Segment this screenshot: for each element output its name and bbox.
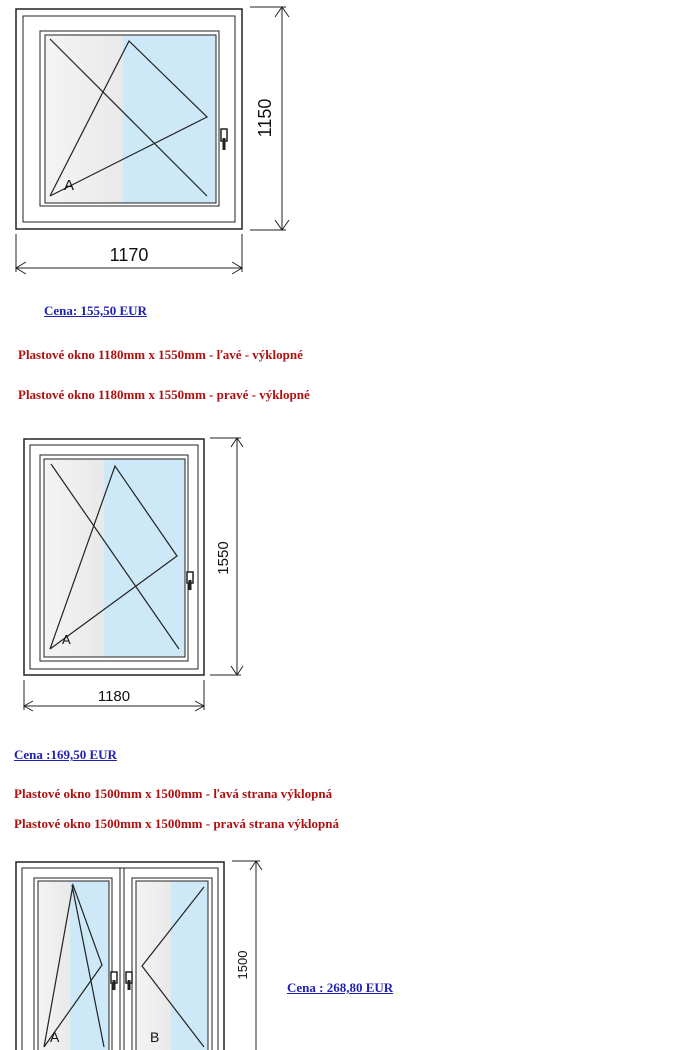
sash-label: A <box>62 632 71 647</box>
window-diagram-1180x1550 <box>0 430 260 715</box>
sash-label-right: B <box>150 1029 160 1045</box>
sash-left <box>34 878 112 1050</box>
product-link-1180x1550-right[interactable]: Plastové okno 1180mm x 1550mm - pravé - výklopné <box>18 387 310 402</box>
height-label: 1550 <box>215 541 232 575</box>
price-link-1[interactable]: Cena: 155,50 EUR <box>44 303 147 318</box>
width-label: 1180 <box>97 688 131 705</box>
price-link-3[interactable]: Cena : 268,80 EUR <box>287 980 394 995</box>
product-link-1500x1500-right[interactable]: Plastové okno 1500mm x 1500mm - pravá strana výklopná <box>14 816 340 831</box>
price-link-2[interactable]: Cena :169,50 EUR <box>14 747 117 762</box>
sash-label-left: A <box>50 1029 60 1045</box>
sash-label: A <box>64 177 75 194</box>
height-label: 1500 <box>235 950 250 980</box>
sash-right <box>132 878 212 1050</box>
window-diagram-1500x1500 <box>0 855 270 1050</box>
width-label: 1170 <box>109 245 149 265</box>
product-link-1180x1550-left[interactable]: Plastové okno 1180mm x 1550mm - ľavé - výklopné <box>18 347 303 362</box>
height-label: 1150 <box>255 98 275 138</box>
window-frame <box>24 439 204 675</box>
window-diagram-1170x1150 <box>0 0 320 285</box>
product-link-1500x1500-left[interactable]: Plastové okno 1500mm x 1500mm - ľavá strana výklopná <box>14 786 333 801</box>
